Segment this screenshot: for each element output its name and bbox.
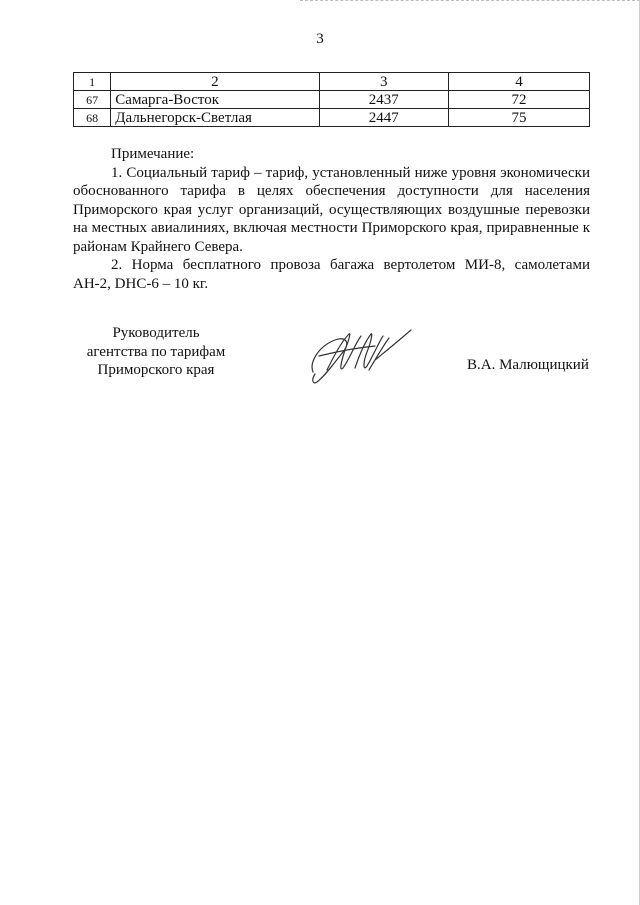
page-number: 3 [316, 31, 324, 47]
table-row [74, 91, 590, 109]
header-col-3: 3 [319, 73, 449, 91]
value-col-4: 75 [449, 109, 590, 127]
row-number: 68 [74, 109, 111, 127]
value-col-3: 2437 [319, 91, 449, 109]
handwritten-signature [305, 322, 415, 388]
note-section [73, 145, 590, 293]
value-col-3: 2447 [319, 109, 449, 127]
row-number: 67 [74, 91, 111, 109]
note-item-baggage-norm: 2. Норма бесплатного провоза багажа вертолетом МИ-8, самолетами АН-2, DHC-6 – 10 кг. [73, 257, 590, 292]
signatory-title-line-1: Руководитель [112, 325, 200, 341]
note-title: Примечание: [111, 146, 195, 162]
signatory-title-line-2: агентства по тарифам [86, 343, 226, 360]
signer-name: В.А. Малющицкий [467, 357, 589, 373]
route-name: Самарга-Восток [111, 91, 319, 109]
signatory-title-line-3: Приморского края [97, 362, 215, 378]
table-header-row [74, 73, 590, 91]
value-col-4: 72 [449, 91, 590, 109]
table-row [74, 109, 590, 127]
route-name: Дальнегорск-Светлая [111, 109, 319, 127]
header-col-2: 2 [111, 73, 319, 91]
scan-edge-top [300, 0, 640, 3]
header-col-4: 4 [449, 73, 590, 91]
note-item-social-tariff: 1. Социальный тариф – тариф, установленный ниже уровня экономически обоснованного тарифа в целях обеспечения доступности для населения Приморского края услуг организаций, осуществляющих воздушные перевозки на местных авиалиниях, включая местности Приморского края, приравненные к районам Крайнего Севера. [73, 164, 590, 255]
signatory-position [66, 324, 246, 380]
tariff-table [73, 72, 590, 127]
header-col-1: 1 [74, 73, 111, 91]
